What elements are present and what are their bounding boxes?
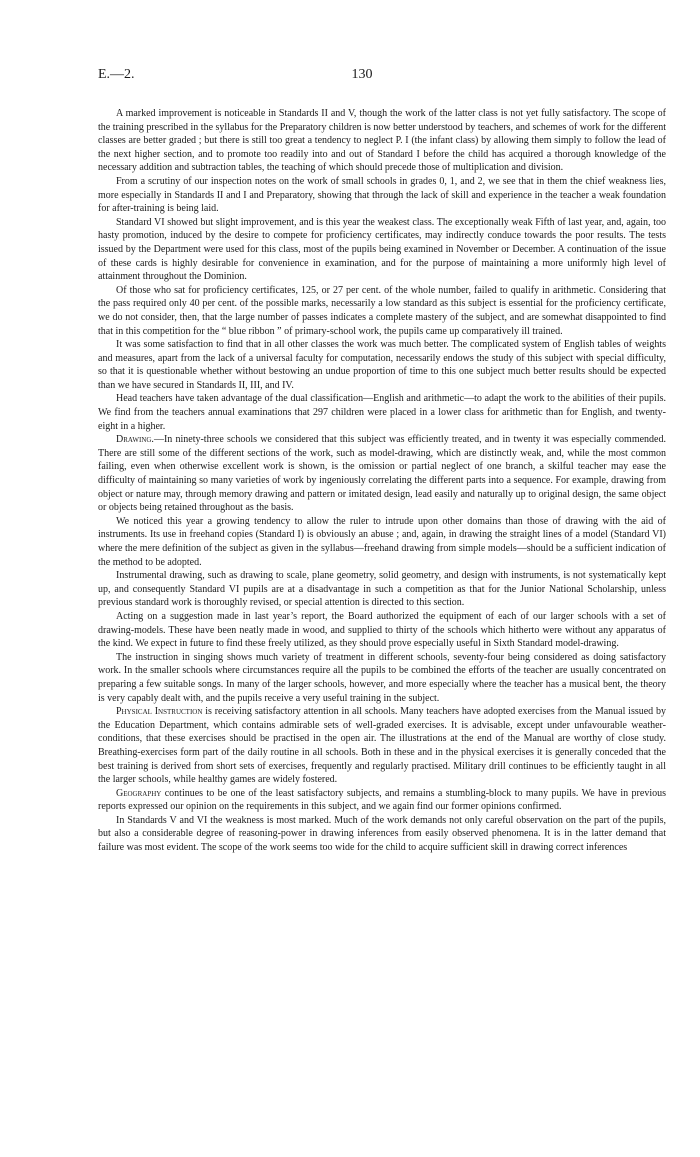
paragraph: Head teachers have taken advantage of the dual classification—English and arithmetic—to adapt the work to the abilities of their pupils. We find from the teachers annual examinations that 297 children were placed in a lower class for arithmetic than for English, and twenty-eight in a higher. — [98, 393, 666, 432]
document-body — [98, 107, 666, 855]
paragraph-drawing: Drawing.—In ninety-three schools we considered that this subject was efficiently treated, and in twenty it was especially commended. There are still some of the different sections of the work, such as model-drawing, which are distinctly weak, and, while the most common failing, even when otherwise excellent work is shown, is the omission or partial neglect of one branch, a skilful teacher may ease the difficulty of maintaining so many varieties of work by ingeniously correlating the different parts into a sequence. For example, drawing from object or nature may, through memory drawing and pattern or imitated design, lead easily and naturally up to original design, the same object or objects being retained throughout as the basis. — [98, 434, 666, 514]
paragraph: From a scrutiny of our inspection notes on the work of small schools in grades 0, 1, and 2, we see that in them the chief weakness lies, more especially in Standards II and I and Preparatory, showing that through the lack of skill and experience in the teacher a weak foundation for after-training is being laid. — [98, 175, 666, 215]
section-heading-physical-instruction: Physical Instruction — [116, 706, 203, 718]
section-heading-drawing: Drawing. — [116, 434, 154, 446]
paragraph-geography: Geography continues to be one of the least satisfactory subjects, and remains a stumbling-block to many pupils. We have in previous reports expressed our opinion on the requirements in this subject, and we again find our former opinions confirmed. — [98, 787, 666, 813]
paragraph: A marked improvement is noticeable in Standards II and V, though the work of the latter class is not yet fully satisfactory. The scope of the training prescribed in the syllabus for the Preparatory children is now better understood by teachers, and schemes of work for the different classes are better graded ; but there is still too great a tendency to neglect P. I (the infant class) by allowing them simply to follow the lead of the next higher section, and to promote too readily into and out of Standard I before the child has acquired a thorough knowledge of the necessary addition and subtraction tables, the teaching of which should precede those of multiplication and division. — [98, 108, 666, 174]
paragraph: We noticed this year a growing tendency to allow the ruler to intrude upon other domains than those of drawing with the aid of instruments. Its use in freehand copies (Standard I) is obviously an abuse ; and, again, in drawing the straight lines of a model (Standard VI) where the mere definition of the subject as given in the syllabus—freehand drawing from simple models—should be a sufficient indication of the method to be adopted. — [98, 515, 666, 568]
paragraph: The instruction in singing shows much variety of treatment in different schools, seventy-four being considered as doing satisfactory work. In the smaller schools where circumstances require all the pupils to be combined the efforts of the teacher are usually concentrated on preparing a few suitable songs. In many of the larger schools, however, and more especially where the teacher has a musical bent, the theory is very capably dealt with, and the pupils receive a very useful training in the subject. — [98, 651, 666, 704]
document-reference: E.—2. — [98, 67, 135, 82]
page-header — [98, 67, 666, 83]
section-heading-geography: Geography — [116, 787, 162, 799]
paragraph: In Standards V and VI the weakness is most marked. Much of the work demands not only careful observation on the part of the pupils, but also a considerable degree of reasoning-power in drawing inferences from easily observed phenomena. It is in the latter demand that failure was most evident. The scope of the work seems too wide for the child to acquire sufficient skill in drawing correct inferences — [98, 814, 666, 854]
paragraph: Standard VI showed but slight improvement, and is this year the weakest class. The exceptionally weak Fifth of last year, and, again, too hasty promotion, induced by the desire to compete for proficiency certificates, may indirectly conduce towards the poor results. The tests issued by the Department were used for this class, most of the pupils being examined in November or December. A continuation of the issue of these cards is highly desirable for convenience in examination, and for the purpose of maintaining a more uniformly high level of attainment throughout the Dominion. — [98, 216, 666, 283]
paragraph: Acting on a suggestion made in last year’s report, the Board authorized the equipment of each of our larger schools with a set of drawing-models. These have been neatly made in wood, and supplied to thirty of the schools which hitherto were without any apparatus of the kind. We expect in future to find these freely utilized, as they should prove especially useful in Sixth Standard model-drawing. — [98, 610, 666, 650]
paragraph: It was some satisfaction to find that in all other classes the work was much better. The complicated system of English tables of weights and measures, apart from the lack of a universal faculty for computation, necessarily endows the study of this subject with special difficulty, so that it is questionable whether without bestowing an undue proportion of time to this one subject much better results should be expected than we have secured in Standards II, III, and IV. — [98, 339, 666, 391]
paragraph: Instrumental drawing, such as drawing to scale, plane geometry, solid geometry, and design with instruments, is not systematically kept up, and consequently Standard VI pupils are at a disadvantage in such a competition as that for the Junior National Scholarship, unless previous standard work is thoroughly revised, or special attention is directed to this section. — [98, 570, 666, 609]
paragraph: Of those who sat for proficiency certificates, 125, or 27 per cent. of the whole number, failed to qualify in arithmetic. Considering that the pass required only 40 per cent. of the possible marks, necessarily a low standard as this subject is essential for the proficiency certificate, we do not consider, then, that the large number of passes indicates a complete mastery of the subject, and are somewhat disappointed to find that in this competition for the “ blue ribbon ” of primary-school work, the pupils came up comparatively ill trained. — [98, 284, 666, 337]
paragraph-physical-instruction: Physical Instruction is receiving satisfactory attention in all schools. Many teachers have adopted exercises from the Manual issued by the Education Department, which contains admirable sets of well-graded exercises. It is advisable, except under unfavourable weather-conditions, that these exercises should be practised in the open air. The illustrations at the end of the Manual are worthy of close study. Breathing-exercises form part of the daily routine in all schools. Both in these and in the physical exercises it is generally conceded that the best training is derived from short sets of exercises, frequently and regularly practised. Military drill continues to be efficiently taught in all the larger schools, while healthy games are widely fostered. — [98, 706, 666, 786]
page-number: 130 — [351, 67, 373, 82]
